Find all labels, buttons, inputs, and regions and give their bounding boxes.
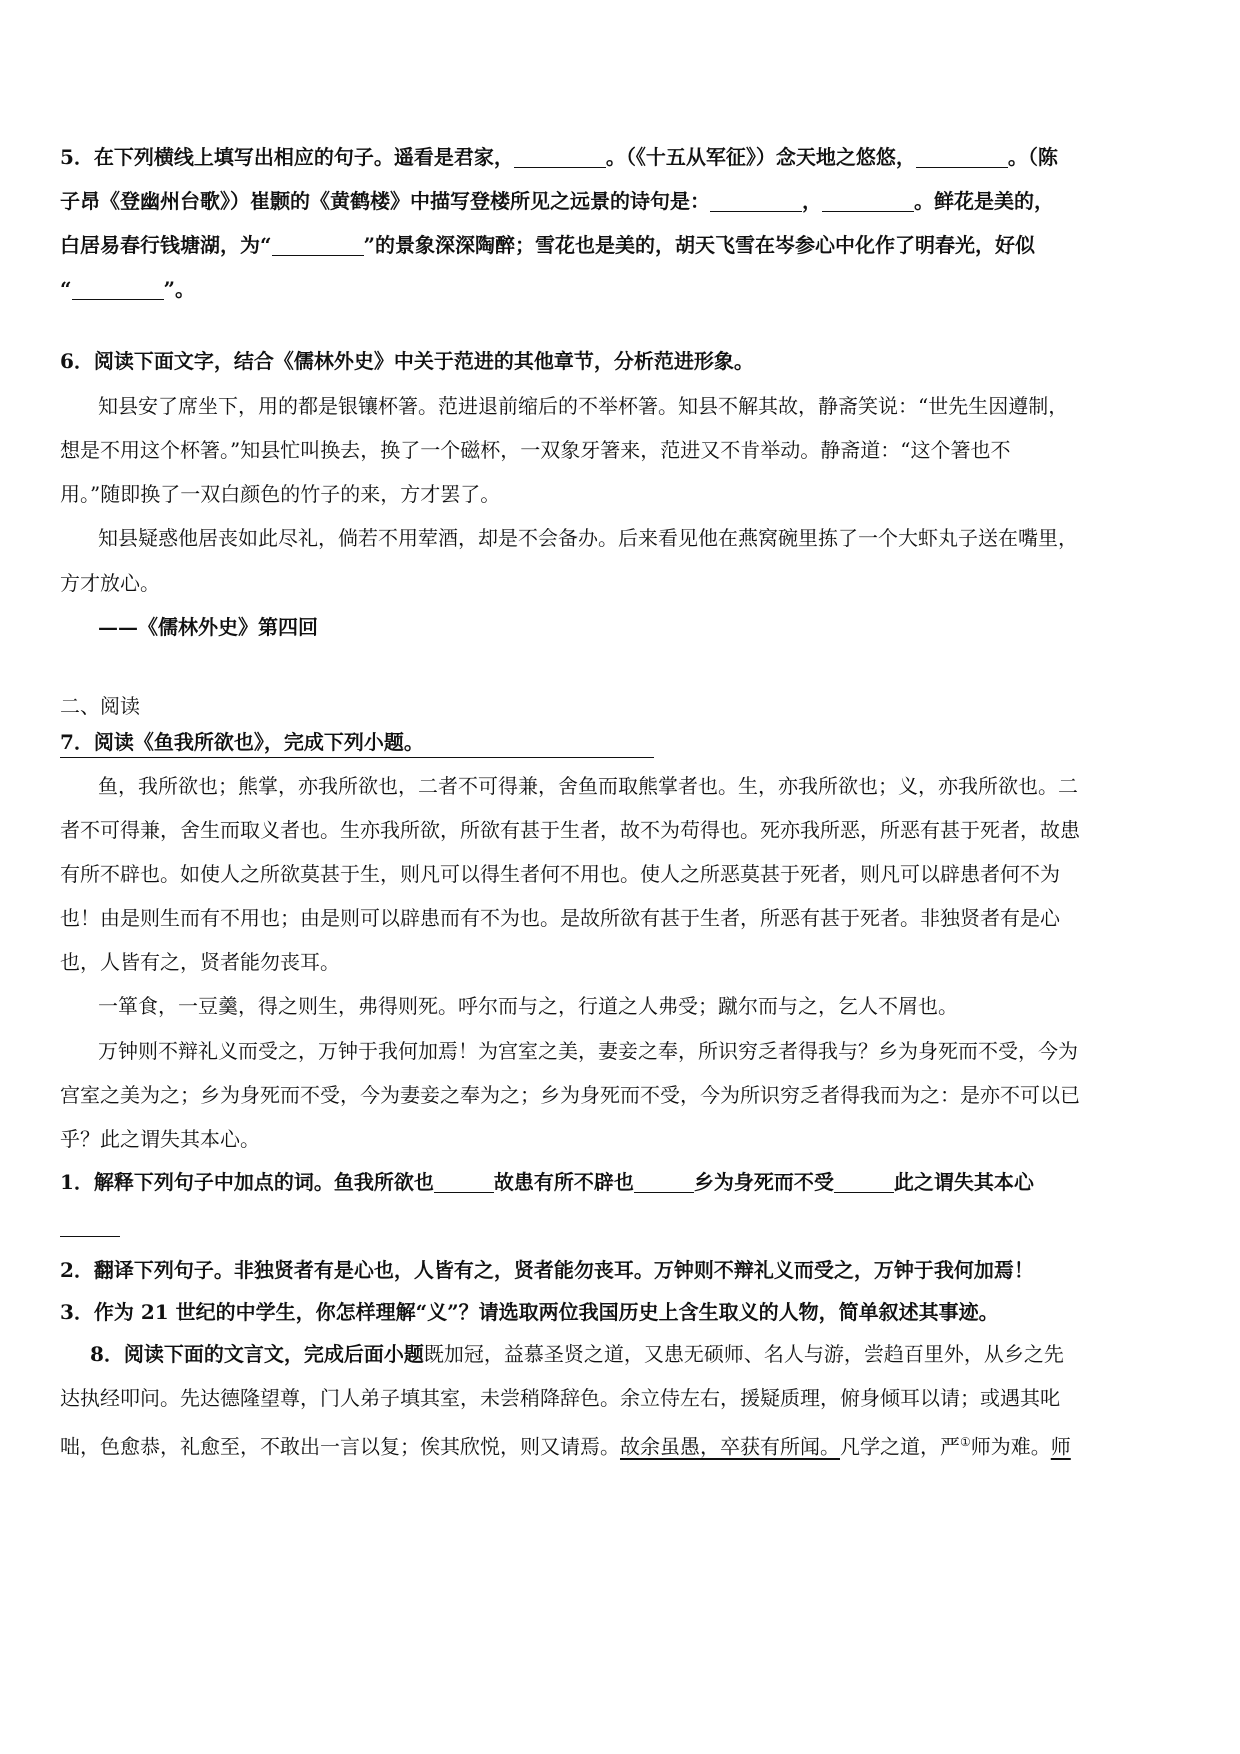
q7-subquestion-3: 3．作为 21 世纪的中学生，你怎样理解“义”？请选取两位我国历史上含生取义的人物，简单叙述其事迹。 bbox=[60, 1300, 999, 1324]
q7-subquestion-1: 1．解释下列句子中加点的词。鱼我所欲也 故患有所不辟也 乡为身死而不受 此之谓失其本心 bbox=[60, 1170, 1034, 1194]
answer-blank[interactable] bbox=[834, 1172, 894, 1193]
section-heading: 二、阅读 bbox=[60, 694, 140, 718]
answer-blank[interactable] bbox=[710, 191, 802, 212]
q8-line-2: 达执经叩问。先达德隆望尊，门人弟子填其室，未尝稍降辞色。余立侍左右，援疑质理，俯身倾耳以请；或遇其叱 bbox=[60, 1386, 1060, 1410]
answer-blank[interactable] bbox=[822, 191, 914, 212]
answer-blank[interactable] bbox=[916, 147, 1008, 168]
q7-subquestion-2: 2．翻译下列句子。非独贤者有是心也，人皆有之，贤者能勿丧耳。万钟则不辩礼义而受之，万钟于我何加焉！ bbox=[60, 1258, 1034, 1282]
q6-passage-line: 用。”随即换了一双白颜色的竹子的来，方才罢了。 bbox=[60, 482, 501, 506]
q7-passage-line: 也！由是则生而有不用也；由是则可以辟患而有不为也。是故所欲有甚于生者，所恶有甚于死者。非独贤者有是心 bbox=[60, 906, 1060, 930]
q6-title: 6．阅读下面文字，结合《儒林外史》中关于范进的其他章节，分析范进形象。 bbox=[60, 349, 754, 373]
answer-blank[interactable] bbox=[514, 147, 606, 168]
q7-subquestion-1-blank-row bbox=[60, 1212, 120, 1240]
q6-source: ——《儒林外史》第四回 bbox=[98, 615, 318, 639]
answer-blank[interactable] bbox=[634, 1172, 694, 1193]
q6-passage-line: 方才放心。 bbox=[60, 571, 160, 595]
footnote-marker: ① bbox=[960, 1435, 971, 1449]
answer-blank[interactable] bbox=[272, 235, 364, 256]
q5-line-4: “ ”。 bbox=[60, 277, 196, 301]
q5-line-1: 5．在下列横线上填写出相应的句子。遥看是君家， 。（《十五从军征》）念天地之悠悠， 。（陈 bbox=[60, 145, 1058, 169]
q7-passage-line: 宫室之美为之；乡为身死而不受，今为妻妾之奉为之；乡为身死而不受，今为所识穷乏者得我而为之：是亦不可以已 bbox=[60, 1083, 1080, 1107]
q5-line-3: 白居易春行钱塘湖，为“ ”的景象深深陶醉；雪花也是美的，胡天飞雪在岑参心中化作了明春光，好似 bbox=[60, 233, 1036, 257]
q7-passage-line: 万钟则不辩礼义而受之，万钟于我何加焉！为宫室之美，妻妾之奉，所识穷乏者得我与？乡为身死而不受，今为 bbox=[98, 1039, 1078, 1063]
q8-line-3: 咄，色愈恭，礼愈至，不敢出一言以复；俟其欣悦，则又请焉。故余虽愚，卒获有所闻。凡学之道，严①师为难。师 bbox=[60, 1434, 1071, 1459]
q5-line-2: 子昂《登幽州台歌》）崔颢的《黄鹤楼》中描写登楼所见之远景的诗句是： ， 。鲜花是美的， bbox=[60, 189, 1054, 213]
answer-blank[interactable] bbox=[60, 1216, 120, 1237]
q7-passage-line: 一箪食，一豆羹，得之则生，弗得则死。呼尔而与之，行道之人弗受；蹴尔而与之，乞人不屑也。 bbox=[98, 994, 958, 1018]
q8-line-1: 8．阅读下面的文言文，完成后面小题既加冠，益慕圣贤之道，又患无硕师、名人与游，尝趋百里外，从乡之先 bbox=[90, 1342, 1064, 1366]
underlined-sentence: 故余虽愚，卒获有所闻。 bbox=[620, 1434, 840, 1459]
q7-passage-line: 鱼，我所欲也；熊掌，亦我所欲也，二者不可得兼，舍鱼而取熊掌者也。生，亦我所欲也；义，亦我所欲也。二 bbox=[98, 774, 1078, 798]
q7-passage-line: 者不可得兼，舍生而取义者也。生亦我所欲，所欲有甚于生者，故不为苟得也。死亦我所恶，所恶有甚于死者，故患 bbox=[60, 818, 1080, 842]
q7-passage-line: 有所不辟也。如使人之所欲莫甚于生，则凡可以得生者何不用也。使人之所恶莫甚于死者，则凡可以辟患者何不为 bbox=[60, 862, 1060, 886]
q6-passage-line: 知县安了席坐下，用的都是银镶杯箸。范进退前缩后的不举杯箸。知县不解其故，静斋笑说：“世先生因遵制， bbox=[98, 394, 1069, 418]
q6-passage-line: 知县疑惑他居丧如此尽礼，倘若不用荤酒，却是不会备办。后来看见他在燕窝碗里拣了一个大虾丸子送在嘴里， bbox=[98, 526, 1078, 550]
q7-passage-line: 也，人皆有之，贤者能勿丧耳。 bbox=[60, 950, 340, 974]
q7-title: 7．阅读《鱼我所欲也》，完成下列小题。 bbox=[60, 730, 424, 754]
answer-line[interactable] bbox=[60, 757, 654, 758]
answer-blank[interactable] bbox=[72, 279, 164, 300]
underlined-sentence: 师 bbox=[1050, 1434, 1071, 1459]
q7-passage-line: 乎？此之谓失其本心。 bbox=[60, 1127, 260, 1151]
q6-passage-line: 想是不用这个杯箸。”知县忙叫换去，换了一个磁杯，一双象牙箸来，范进又不肯举动。静斋道：“这个箸也不 bbox=[60, 438, 1011, 462]
answer-blank[interactable] bbox=[434, 1172, 494, 1193]
